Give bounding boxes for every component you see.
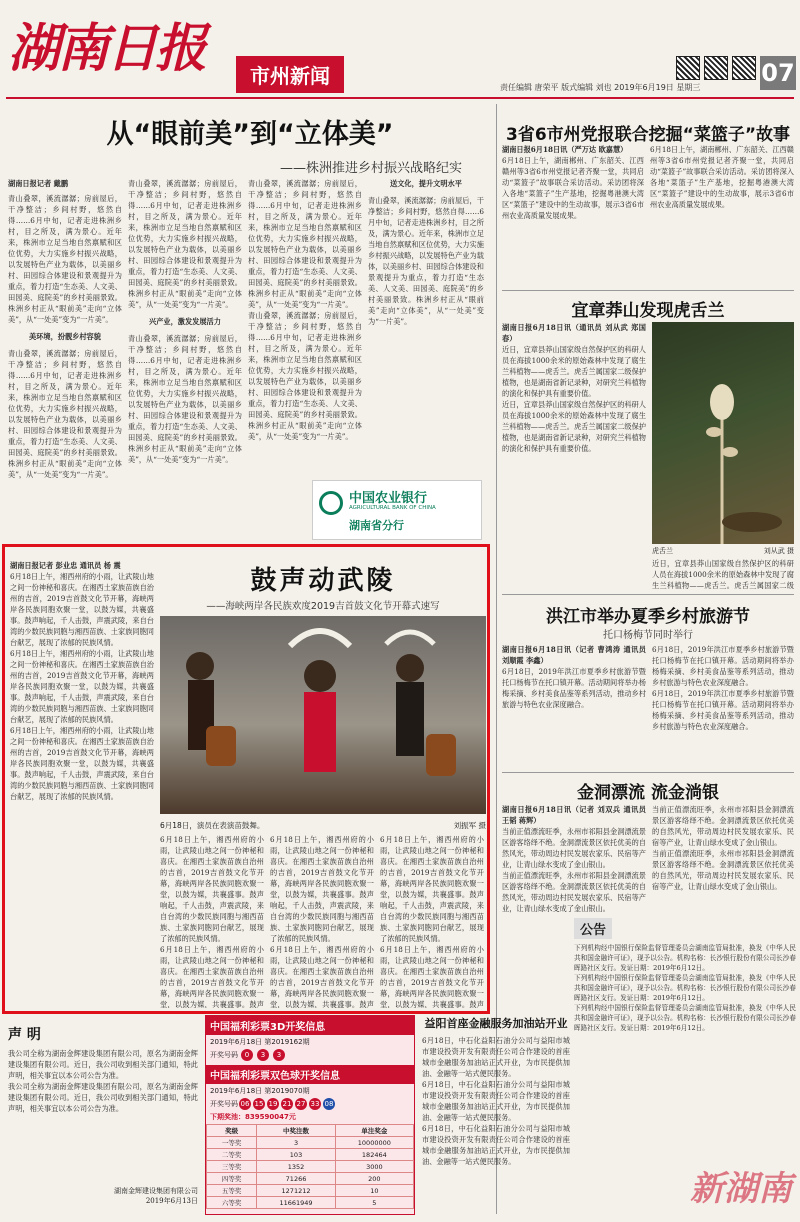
lottery-3d-title: 中国福利彩票3D开奖信息: [206, 1016, 414, 1035]
bank-logo-icon: [319, 491, 343, 515]
notice-body: 下列机构经中国银行保险监督管理委员会湖南监管局批准，换发《中华人民共和国金融许可证》，现予以公告。机构名称：长沙银行股份有限公司长沙春晖路社区支行。发证日期：2019年6月12日。: [574, 944, 796, 972]
drummers-photo: [160, 616, 486, 814]
article-3-headline: 宜章莽山发现虎舌兰: [571, 301, 725, 321]
feature-body: 6月18日上午，湘西州府的小雨，让武陵山地之间一份神秘和喜庆。在湘西土家族苗族自治州的吉首，2019吉首鼓文化节开幕，海峡两岸各民族同胞欢聚一堂，以鼓为媒，共襄盛事。鼓声响起，千人击鼓，声震武陵，来自台湾的少数民族同胞与湘西苗族、土家族同胞同台献艺，展现了浓郁的民族风情。: [270, 835, 374, 943]
lottery-ball: 3: [257, 1049, 269, 1061]
article-6-headline: 益阳首座金融服务加油站开业: [424, 1017, 568, 1030]
article-2: [502, 120, 794, 145]
qr-code-icon: [676, 56, 700, 80]
article-4-body: 6月18日，2019年洪江市夏季乡村旅游节暨托口杨梅节在托口镇开幕。活动期间将举办杨梅采摘、乡村美食品鉴等系列活动，推动乡村旅游与特色农业深度融合。: [652, 689, 794, 731]
feature-body: 6月18日上午，湘西州府的小雨，让武陵山地之间一份神秘和喜庆。在湘西土家族苗族自治州的吉首，2019吉首鼓文化节开幕，海峡两岸各民族同胞欢聚一堂，以鼓为媒，共襄盛事。鼓声响起，千人击鼓，声震武陵，来自台湾的少数民族同胞与湘西苗族、土家族同胞同台献艺，展现了浓郁的民族风情。: [10, 726, 154, 801]
lead-body: 青山叠翠，溪流潺潺；房前屋后，干净整洁；乡间村野，悠然自得……6月中旬，记者走进株洲乡村，目之所及，满为景心。近年来，株洲市立足当地自然禀赋和区位优势，大力实施乡村振兴战略，以发展特色产业为载体，以美丽乡村、田园综合体建设和景观提升为重点，着力打造“生态美、人文美、田园美、庭院美”的乡村美丽景致。株洲乡村正从“眼前美”走向“立体美”，从“一处美”变为“一片美”。: [8, 194, 122, 324]
notice-body-wrap: [574, 943, 796, 1193]
lottery-ball: 21: [282, 1100, 292, 1108]
lottery-ssq-draw: 2019年6月18日 第2019070期: [210, 1087, 310, 1095]
feature-body: 6月18日上午，湘西州府的小雨，让武陵山地之间一份神秘和喜庆。在湘西土家族苗族自治州的吉首，2019吉首鼓文化节开幕，海峡两岸各民族同胞欢聚一堂，以鼓为媒，共襄盛事。鼓声: [270, 945, 374, 1008]
table-cell: 五等奖: [207, 1185, 257, 1197]
article-4-subhead: 托口杨梅节同时举行: [603, 630, 693, 641]
article-2-body: 6月18日上午，湖南郴州、广东韶关、江西赣州等3省6市州党报记者齐聚一堂，共同启动“菜篮子”故事联合采访活动。采访团将深入各地“菜篮子”生产基地，挖掘粤港澳大湾区“菜篮子”建设中的生动故事，展示3省6市州农业高质量发展成果。: [650, 145, 794, 209]
photo-credit: 刘从武 摄: [763, 547, 794, 555]
table-cell: 二等奖: [207, 1149, 257, 1161]
article-6-body: 6月18日，中石化益阳石油分公司与益阳市城市建设投资开发有限责任公司合作建设的首座城市金融服务加油站正式开业，为市民提供加油、金融等一站式便民服务。: [422, 1124, 570, 1166]
lottery-ball: 27: [296, 1100, 306, 1108]
table-cell: 1352: [257, 1161, 335, 1173]
article-6: [422, 1015, 570, 1215]
photo-caption: 虎舌兰: [652, 547, 673, 555]
table-cell: 71266: [257, 1173, 335, 1185]
newspaper-logo: 湖南日报: [8, 18, 205, 79]
notice-title: 公告: [574, 918, 612, 939]
article-4-headline: 洪江市举办夏季乡村旅游节: [546, 607, 750, 627]
feature-body: 6月18日上午，湘西州府的小雨，让武陵山地之间一份神秘和喜庆。在湘西土家族苗族自治州的吉首，2019吉首鼓文化节开幕，海峡两岸各民族同胞欢聚一堂，以鼓为媒，共襄盛事。鼓声响起，千人击鼓，声震武陵，来自台湾的少数民族同胞与湘西苗族、土家族同胞同台献艺，展现了浓郁的民族风情。: [160, 835, 264, 943]
lead-body: 青山叠翠，溪流潺潺；房前屋后，干净整洁；乡间村野，悠然自得……6月中旬，记者走进株洲乡村，目之所及，满为景心。近年来，株洲市立足当地自然禀赋和区位优势，大力实施乡村振兴战略，以发展特色产业为载体，以美丽乡村、田园综合体建设和景观提升为重点，着力打造“生态美、人文美、田园美、庭院美”的乡村美丽景致。株洲乡村正从“眼前美”走向“立体美”，从“一处美”变为“一片美”。: [128, 179, 242, 309]
article-6-body-wrap: [422, 1035, 570, 1211]
article-5-body: 当前正值漂流旺季，永州市祁阳县金洞漂流景区游客络绎不绝。金洞漂流景区依托优美的自然风光，带动周边村民发展农家乐、民宿等产业，让青山绿水变成了金山银山。: [502, 827, 646, 869]
feature-col-4: [380, 834, 484, 1008]
notice-body: 下列机构经中国银行保险监督管理委员会湖南监管局批准，换发《中华人民共和国金融许可证》，现予以公告。机构名称：长沙银行股份有限公司长沙春晖路社区支行。发证日期：2019年6月12日。: [574, 974, 796, 1002]
lottery-3d-draw: 2019年6月18日 第2019162期: [210, 1038, 310, 1046]
statement-body: 我公司全称为湖南金辉建设集团有限公司，原名为湖南金辉建设集团有限公司。近日，我公司收到相关部门通知，特此声明，相关事宜以本公司公告为准。: [8, 1049, 198, 1080]
qr-code-icon: [732, 56, 756, 80]
lottery-ball-blue: 08: [324, 1100, 334, 1108]
article-2-byline: 湖南日报6月18日讯（严万达 欧嘉慧）: [502, 145, 628, 154]
article-5-byline: 湖南日报6月18日讯（记者 刘双兵 通讯员 王韬 蒋辉）: [502, 805, 646, 825]
lead-body: 青山叠翠，溪流潺潺；房前屋后，干净整洁；乡间村野，悠然自得……6月中旬，记者走进株洲乡村，目之所及，满为景心。近年来，株洲市立足当地自然禀赋和区位优势，大力实施乡村振兴战略，以发展特色产业为载体，以美丽乡村、田园综合体建设和景观提升为重点，着力打造“生态美、人文美、田园美、庭院美”的乡村美丽景致。株洲乡村正从“眼前美”走向“立体美”，从“一处美”变为“一片美”。: [248, 179, 362, 309]
lottery-ball: 3: [273, 1049, 285, 1061]
statement-signature: 湖南金辉建设集团有限公司: [114, 1187, 198, 1195]
article-5-body: 当前正值漂流旺季，永州市祁阳县金洞漂流景区游客络绎不绝。金洞漂流景区依托优美的自然风光，带动周边村民发展农家乐、民宿等产业，让青山绿水变成了金山银山。: [652, 805, 794, 847]
lottery-3d-numbers: [206, 1049, 414, 1061]
article-3-col-2: [652, 558, 794, 590]
table-cell: 三等奖: [207, 1161, 257, 1173]
article-4-col-1: [502, 644, 646, 768]
feature-col-3: [270, 834, 374, 1008]
table-cell: 1271212: [257, 1185, 335, 1197]
lead-col-1: [8, 178, 122, 538]
divider: [502, 772, 794, 773]
table-row: [207, 1149, 414, 1161]
table-header: 奖级: [207, 1125, 257, 1137]
article-3-body: 近日，宜章县莽山国家级自然保护区的科研人员在海拔1000余米的原始森林中发现了腐生兰科植物——虎舌兰。虎舌兰属国家二级: [652, 559, 794, 590]
lottery-ball: 19: [268, 1100, 278, 1108]
article-2-col-1: [502, 144, 644, 284]
lead-body: 青山叠翠，溪流潺潺；房前屋后，干净整洁；乡间村野，悠然自得……6月中旬，记者走进株洲乡村，目之所及，满为景心。近年来，株洲市立足当地自然禀赋和区位优势，大力实施乡村振兴战略，以发展特色产业为载体，以美丽乡村、田园综合体建设和景观提升为重点，着力打造“生态美、人文美、田园美、庭院美”的乡村美丽景致。株洲乡村正从“眼前美”走向“立体美”，从“一处美”变为“一片美”。: [8, 349, 122, 479]
page-number: 07: [760, 56, 796, 90]
table-row: [207, 1161, 414, 1173]
article-6-body: 6月18日，中石化益阳石油分公司与益阳市城市建设投资开发有限责任公司合作建设的首座城市金融服务加油站正式开业，为市民提供加油、金融等一站式便民服务。: [422, 1036, 570, 1078]
lead-body: 青山叠翠，溪流潺潺；房前屋后，干净整洁；乡间村野，悠然自得……6月中旬，记者走进株洲乡村，目之所及，满为景心。近年来，株洲市立足当地自然禀赋和区位优势，大力实施乡村振兴战略，以发展特色产业为载体，以美丽乡村、田园综合体建设和景观提升为重点，着力打造“生态美、人文美、田园美、庭院美”的乡村美丽景致。株洲乡村正从“眼前美”走向“立体美”，从“一处美”变为“一片美”。: [248, 311, 362, 441]
table-cell: 103: [257, 1149, 335, 1161]
lottery-label: 开奖号码: [210, 1100, 238, 1108]
table-cell: 3: [257, 1137, 335, 1149]
lead-subhead: ——株洲推进乡村振兴战略纪实: [279, 161, 462, 176]
table-cell: 200: [335, 1173, 413, 1185]
bank-name: 中国农业银行: [349, 491, 428, 506]
table-cell: 182464: [335, 1149, 413, 1161]
table-cell: 11661949: [257, 1197, 335, 1209]
bank-branch: 湖南省分行: [349, 519, 404, 532]
table-row: [207, 1197, 414, 1209]
qr-code-icon: [704, 56, 728, 80]
lottery-ssq-numbers: [206, 1098, 414, 1110]
lottery-ball: 06: [240, 1100, 250, 1108]
statement-box: [8, 1024, 198, 1214]
feature-headline: 鼓声动武陵: [250, 566, 396, 596]
masthead: [0, 0, 800, 100]
feature-body: 6月18日上午，湘西州府的小雨，让武陵山地之间一份神秘和喜庆。在湘西土家族苗族自治州的吉首，2019吉首鼓文化节开幕，海峡两岸各民族同胞欢聚一堂，以鼓为媒，共襄盛事。鼓声响起，千人击鼓，声震武陵，来自台湾的少数民族同胞与湘西苗族、土家族同胞同台献艺，展现了浓郁的民族风情。: [10, 649, 154, 724]
lead-body: 青山叠翠，溪流潺潺；房前屋后，干净整洁；乡间村野，悠然自得……6月中旬，记者走进株洲乡村，目之所及，满为景心。近年来，株洲市立足当地自然禀赋和区位优势，大力实施乡村振兴战略，以发展特色产业为载体，以美丽乡村、田园综合体建设和景观提升为重点，着力打造“生态美、人文美、田园美、庭院美”的乡村美丽景致。株洲乡村正从“眼前美”走向“立体美”，从“一处美”变为“一片美”。: [368, 196, 484, 326]
table-header: 单注奖金: [335, 1125, 413, 1137]
article-5-body: 当前正值漂流旺季，永州市祁阳县金洞漂流景区游客络绎不绝。金洞漂流景区依托优美的自然风光，带动周边村民发展农家乐、民宿等产业，让青山绿水变成了金山银山。: [652, 849, 794, 891]
section-title: 兴产业，激发发展活力: [149, 317, 221, 326]
article-5-headline: 金洞漂流 流金淌银: [577, 783, 719, 803]
article-2-body: 6月18日上午，湖南郴州、广东韶关、江西赣州等3省6市州党报记者齐聚一堂，共同启动“菜篮子”故事联合采访活动。采访团将深入各地“菜篮子”生产基地，挖掘粤港澳大湾区“菜篮子”建设中的生动故事，展示3省6市州农业高质量发展成果。: [502, 156, 644, 220]
article-4-body: 6月18日，2019年洪江市夏季乡村旅游节暨托口杨梅节在托口镇开幕。活动期间将举办杨梅采摘、乡村美食品鉴等系列活动，推动乡村旅游与特色农业深度融合。: [502, 667, 646, 709]
feature-byline: 湖南日报记者 彭业忠 通讯员 杨 震: [10, 561, 121, 570]
feature-body: 6月18日上午，湘西州府的小雨，让武陵山地之间一份神秘和喜庆。在湘西土家族苗族自治州的吉首，2019吉首鼓文化节开幕，海峡两岸各民族同胞欢聚一堂，以鼓为媒，共襄盛事。鼓声响起，千人击鼓，声震武陵，来自台湾的少数民族同胞与湘西苗族、土家族同胞同台献艺，展现了浓郁的民族风情。: [380, 835, 484, 943]
table-cell: 六等奖: [207, 1197, 257, 1209]
edition-meta: 责任编辑 唐荣平 版式编辑 刘也 2019年6月19日 星期三: [500, 83, 701, 92]
article-3-byline: 湖南日报6月18日讯（通讯员 刘从武 郑国春）: [502, 323, 646, 343]
lead-body: 青山叠翠，溪流潺潺；房前屋后，干净整洁；乡间村野，悠然自得……6月中旬，记者走进株洲乡村，目之所及，满为景心。近年来，株洲市立足当地自然禀赋和区位优势，大力实施乡村振兴战略，以发展特色产业为载体，以美丽乡村、田园综合体建设和景观提升为重点，着力打造“生态美、人文美、田园美、庭院美”的乡村美丽景致。株洲乡村正从“眼前美”走向“立体美”，从“一处美”变为“一片美”。: [128, 334, 242, 464]
table-row: [207, 1137, 414, 1149]
section-title: 送文化，提升文明水平: [390, 179, 462, 188]
article-5-col-2: [652, 804, 794, 912]
lead-col-2: [128, 178, 242, 538]
divider: [502, 290, 794, 291]
watermark-logo: 新湖南: [690, 1169, 792, 1209]
lottery-ssq-title: 中国福利彩票双色球开奖信息: [206, 1065, 414, 1084]
article-3-body: 近日，宜章县莽山国家级自然保护区的科研人员在海拔1000余米的原始森林中发现了腐生兰科植物——虎舌兰。虎舌兰属国家二级保护植物，也是湖南省新记录种，对研究兰科植物的演化和保护具有重要价值。: [502, 400, 646, 453]
lottery-panel: [205, 1015, 415, 1215]
bank-advertisement: [312, 480, 482, 540]
divider: [502, 594, 794, 595]
notice-box: [574, 918, 796, 1218]
lottery-ball: 33: [310, 1100, 320, 1108]
table-row: [207, 1185, 414, 1197]
article-5-body: 当前正值漂流旺季，永州市祁阳县金洞漂流景区游客络绎不绝。金洞漂流景区依托优美的自然风光，带动周边村民发展农家乐、民宿等产业，让青山绿水变成了金山银山。: [502, 871, 646, 913]
article-4-byline: 湖南日报6月18日讯（记者 曹鸿涛 通讯员 刘顺霞 李鑫）: [502, 645, 646, 665]
article-2-headline: 3省6市州党报联合挖掘“菜篮子”故事: [505, 125, 790, 145]
photo-caption: 6月18日，演员在表演苗鼓舞。: [160, 821, 265, 830]
feature-subhead: ——海峡两岸各民族欢度2019吉首鼓文化节开幕式速写: [206, 601, 440, 612]
article-4-col-2: [652, 644, 794, 768]
article-3-body: 近日，宜章县莽山国家级自然保护区的科研人员在海拔1000余米的原始森林中发现了腐生兰科植物——虎舌兰。虎舌兰属国家二级保护植物，也是湖南省新记录种，对研究兰科植物的演化和保护具有重要价值。: [502, 345, 646, 398]
table-cell: 3000: [335, 1161, 413, 1173]
lead-headline: 从“眼前美”到“立体美”: [106, 119, 394, 150]
statement-body-wrap: [8, 1048, 198, 1186]
drummers-illustration: [160, 616, 486, 814]
feature-body: 6月18日上午，湘西州府的小雨，让武陵山地之间一份神秘和喜庆。在湘西土家族苗族自治州的吉首，2019吉首鼓文化节开幕，海峡两岸各民族同胞欢聚一堂，以鼓为媒，共襄盛事。鼓声: [160, 945, 264, 1008]
feature-body: 6月18日上午，湘西州府的小雨，让武陵山地之间一份神秘和喜庆。在湘西土家族苗族自治州的吉首，2019吉首鼓文化节开幕，海峡两岸各民族同胞欢聚一堂，以鼓为媒，共襄盛事。鼓声: [380, 945, 484, 1008]
table-cell: 10000000: [335, 1137, 413, 1149]
article-4-body: 6月18日，2019年洪江市夏季乡村旅游节暨托口杨梅节在托口镇开幕。活动期间将举办杨梅采摘、乡村美食品鉴等系列活动，推动乡村旅游与特色农业深度融合。: [652, 645, 794, 687]
lead-col-4: [368, 178, 484, 474]
section-title: 美环境，扮靓乡村容貌: [29, 332, 101, 341]
table-cell: 四等奖: [207, 1173, 257, 1185]
photo-credit: 刘振军 摄: [453, 821, 486, 830]
article-2-col-2: [650, 144, 794, 284]
table-cell: 10: [335, 1185, 413, 1197]
lottery-prize-table: [206, 1124, 414, 1209]
lottery-ball: 15: [254, 1100, 264, 1108]
table-cell: 一等奖: [207, 1137, 257, 1149]
masthead-rule: [6, 97, 794, 99]
statement-body: 我公司全称为湖南金辉建设集团有限公司，原名为湖南金辉建设集团有限公司。近日，我公司收到相关部门通知，特此声明，相关事宜以本公司公告为准。: [8, 1082, 198, 1113]
lottery-label: 开奖号码: [210, 1051, 238, 1059]
article-6-body: 6月18日，中石化益阳石油分公司与益阳市城市建设投资开发有限责任公司合作建设的首座城市金融服务加油站正式开业，为市民提供加油、金融等一站式便民服务。: [422, 1080, 570, 1122]
statement-date: 2019年6月13日: [145, 1197, 198, 1205]
lottery-jackpot: 下期奖池：839590047元: [210, 1113, 296, 1121]
lead-story: [8, 112, 492, 176]
statement-title: 声 明: [8, 1027, 41, 1043]
feature-body: 6月18日上午，湘西州府的小雨，让武陵山地之间一份神秘和喜庆。在湘西土家族苗族自治州的吉首，2019吉首鼓文化节开幕，海峡两岸各民族同胞欢聚一堂，以鼓为媒，共襄盛事。鼓声响起，千人击鼓，声震武陵，来自台湾的少数民族同胞与湘西苗族、土家族同胞同台献艺，展现了浓郁的民族风情。: [10, 572, 154, 647]
orchid-illustration: [652, 322, 794, 544]
bank-name-en: AGRICULTURAL BANK OF CHINA: [349, 505, 436, 511]
section-tag: 市州新闻: [236, 56, 344, 93]
lead-byline: 湖南日报记者 戴鹏: [8, 179, 69, 188]
orchid-photo: [652, 322, 794, 544]
feature-col-2: [160, 834, 264, 1008]
feature-col-1: [10, 560, 154, 1006]
lottery-ball: 0: [241, 1049, 253, 1061]
notice-body: 下列机构经中国银行保险监督管理委员会湖南监管局批准，换发《中华人民共和国金融许可证》，现予以公告。机构名称：长沙银行股份有限公司长沙春晖路社区支行。发证日期：2019年6月12日。: [574, 1004, 796, 1032]
feature-photo-caption-row: [160, 820, 486, 831]
table-header: 中奖注数: [257, 1125, 335, 1137]
table-row: [207, 1173, 414, 1185]
article-3-col-1: [502, 322, 646, 590]
article-3-photo-caption-row: [652, 546, 794, 556]
table-cell: 5: [335, 1197, 413, 1209]
